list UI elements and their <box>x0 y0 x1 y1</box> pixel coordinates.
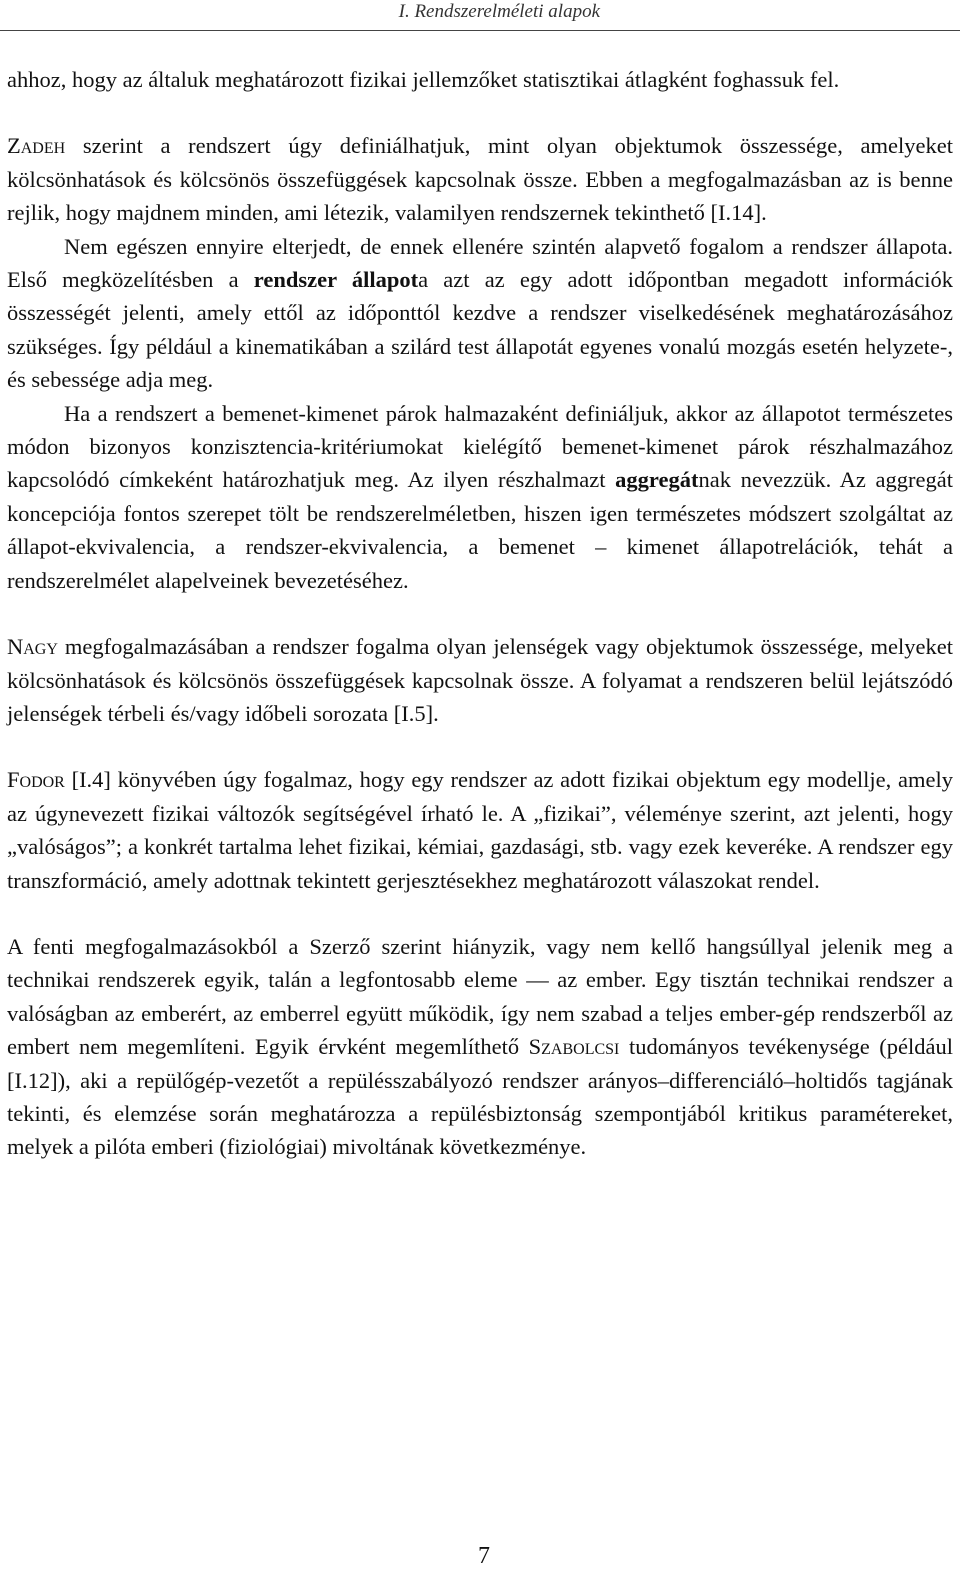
paragraph-5-text: megfogalmazásában a rendszer fogalma olyan jelenségek vagy objektumok összessége, melyeket kölcsönhatások és kölcsönös összefüggések kapcsolnak össze. A folyamat a rendszeren belül lejátszódó jelenségek térbeli és/vagy időbeli sorozata [I.5]. <box>7 634 953 726</box>
term-aggregat: aggregát <box>615 467 699 493</box>
page-footer <box>0 1543 960 1570</box>
author-name-zadeh: Zadeh <box>7 133 66 159</box>
running-head-title: I. Rendszerelméleti alapok <box>398 1 600 22</box>
paragraph-5 <box>7 630 953 730</box>
page-body <box>7 63 953 1164</box>
paragraph-spacer <box>7 96 953 129</box>
paragraph-1 <box>7 63 953 96</box>
paragraph-3-text-a: Nem egészen ennyire elterjedt, de ennek ellenére szintén alapvető fogalom a rendszer állapota. Első megközelítésben a <box>7 233 953 293</box>
paragraph-3 <box>7 230 953 397</box>
page-header <box>0 0 960 31</box>
paragraph-spacer <box>7 730 953 763</box>
paragraph-spacer <box>7 897 953 930</box>
paragraph-3-text-b: a azt az egy adott időpontban megadott információk összességét jelenti, amely ettől az időponttól kezdve a rendszer viselkedésének meghatározásához szükséges. Így például a kinematikában a szilárd test állapotát egyenes vonalú mozgás esetén helyzete-, és sebessége adja meg. <box>7 267 953 393</box>
paragraph-2-text: szerint a rendszert úgy definiálhatjuk, mint olyan objektumok összessége, amelyeket kölcsönhatások és kölcsönös összefüggések kapcsolnak össze. Ebben a megfogalmazásban az is benne rejlik, hogy majdnem minden, ami létezik, valamilyen rendszernek tekinthető [I.14]. <box>7 133 953 226</box>
paragraph-4-text-b: nak nevezzük. Az aggregát koncepciója fontos szerepet tölt be rendszerelméletben, hiszen igen természetes módszert szolgáltat az állapot-ekvivalencia, a rendszer-ekvivalencia, a bemenet – kimenet állapotrelációk, tehát a rendszerelmélet alapelveinek bevezetéséhez. <box>7 467 953 593</box>
paragraph-7-text-a: A fenti megfogalmazásokból a Szerző szerint hiányzik, vagy nem kellő hangsúllyal jelenik meg a technikai rendszerek egyik, talán a legfontosabb eleme — az ember. Egy tisztán technikai rendszer a valóságban az emberért, az emberrel együtt működik, így nem szabad a teljes ember-gép rendszerből az embert nem megemlíteni. Egyik érvként megemlíthető <box>7 933 953 1060</box>
author-name-szabolcsi: Szabolcsi <box>528 1034 620 1060</box>
paragraph-4-text-a: Ha a rendszert a bemenet-kimenet párok halmazaként definiáljuk, akkor az állapotot természetes módon bizonyos konzisztencia-kritériumokat kielégítő bemenet-kimenet párok részhalmazához kapcsolódó címkeként határozhatjuk meg. Az ilyen részhalmazt <box>7 400 953 493</box>
paragraph-7-text-b: tudományos tevékenysége (például [I.12]), aki a repülőgép-vezetőt a repülésszabályozó rendszer arányos–differenciáló–holtidős tagjának tekinti, és elemzése során meghatározza a repülésbiztonság szempontjából kritikus paramétereket, melyek a pilóta emberi (fiziológiai) mivoltának következménye. <box>7 1034 953 1160</box>
paragraph-4 <box>7 397 953 597</box>
page-number: 7 <box>478 1543 490 1569</box>
paragraph-6-text: [I.4] könyvében úgy fogalmaz, hogy egy rendszer az adott fizikai objektum egy modellje, amely az úgynevezett fizikai változók segítségével írható le. A „fizikai”, véleménye szerint, azt jelenti, hogy „valóságos”; a konkrét tartalma lehet fizikai, kémiai, gazdasági, stb. vagy ezek keveréke. A rendszer egy transzformáció, amely adottnak tekintett gerjesztésekhez meghatározott válaszokat rendel. <box>7 767 953 893</box>
author-name-nagy: Nagy <box>7 634 58 660</box>
author-name-fodor: Fodor <box>7 767 65 793</box>
paragraph-6 <box>7 763 953 897</box>
paragraph-1-text: ahhoz, hogy az általuk meghatározott fizikai jellemzőket statisztikai átlagként foghassuk fel. <box>7 67 840 92</box>
paragraph-2 <box>7 129 953 229</box>
term-rendszer-allapot: rendszer állapot <box>253 267 419 293</box>
paragraph-7 <box>7 930 953 1164</box>
paragraph-spacer <box>7 597 953 630</box>
